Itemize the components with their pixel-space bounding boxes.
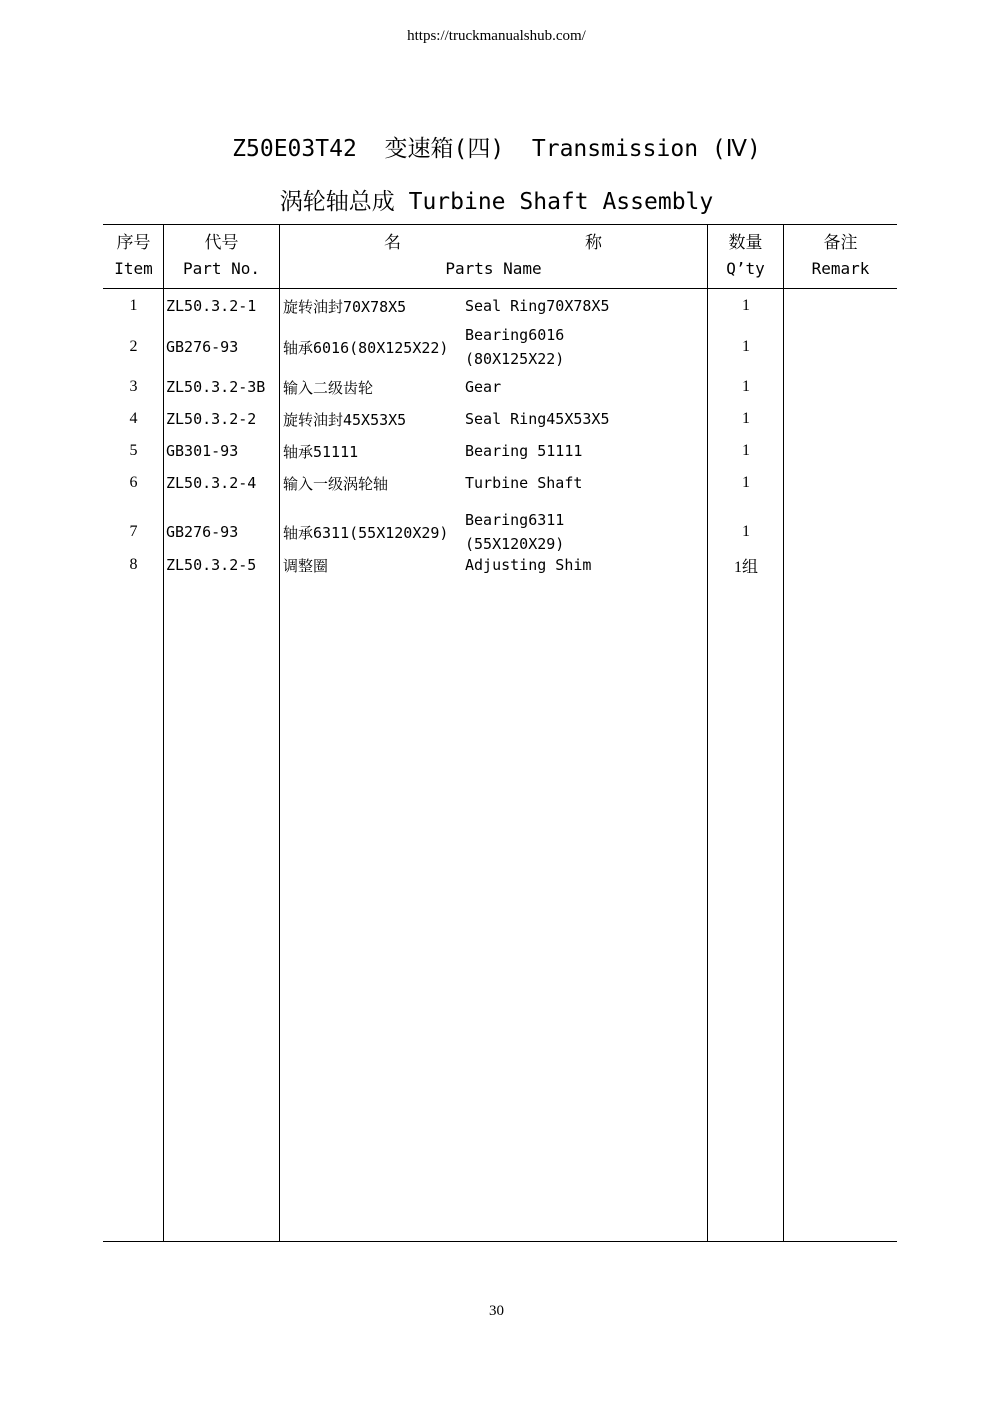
row-name-cn: 轴承6016(80X125X22) bbox=[283, 338, 449, 357]
row-part-no: GB276-93 bbox=[166, 523, 239, 541]
header-name-cn-right: 称 bbox=[585, 233, 602, 253]
header-divider bbox=[103, 288, 897, 289]
row-qty: 1 bbox=[742, 523, 750, 540]
header-name-en: Parts Name bbox=[445, 259, 542, 278]
row-qty: 1 bbox=[742, 297, 750, 314]
row-name-cn: 轴承51111 bbox=[283, 442, 359, 461]
parts-table bbox=[103, 224, 897, 1242]
row-item: 7 bbox=[129, 523, 138, 540]
row-name-en: Seal Ring45X53X5 bbox=[465, 410, 610, 428]
row-name-en: Gear bbox=[465, 378, 502, 396]
row-name-cn: 输入二级齿轮 bbox=[283, 378, 374, 397]
header-item bbox=[103, 231, 164, 281]
header-url[interactable]: https://truckmanualshub.com/ bbox=[407, 28, 586, 44]
row-item: 4 bbox=[129, 410, 138, 427]
header-parts-name bbox=[280, 231, 707, 281]
header-remark-cn: 备注 bbox=[823, 233, 858, 253]
row-name-en: Bearing 51111 bbox=[465, 442, 583, 460]
header-item-en: Item bbox=[114, 259, 153, 278]
table-row bbox=[103, 372, 897, 402]
header-name-cn-left: 名 bbox=[384, 233, 401, 253]
row-name-cn: 轴承6311(55X120X29) bbox=[283, 523, 449, 542]
row-name-cn: 调整圈 bbox=[283, 556, 329, 575]
row-qty: 1 bbox=[742, 338, 750, 355]
row-name-cn: 输入一级涡轮轴 bbox=[283, 474, 389, 493]
table-row bbox=[103, 468, 897, 498]
header-part-no-en: Part No. bbox=[182, 259, 261, 278]
row-name-en: Turbine Shaft bbox=[465, 474, 583, 492]
header-remark-en: Remark bbox=[811, 259, 870, 278]
row-qty: 1 bbox=[742, 378, 750, 395]
header-qty-cn: 数量 bbox=[728, 233, 763, 253]
table-row bbox=[103, 404, 897, 434]
row-part-no: ZL50.3.2-3B bbox=[166, 378, 266, 396]
header-qty-en: Q’ty bbox=[726, 259, 765, 278]
row-part-no: ZL50.3.2-5 bbox=[166, 556, 257, 574]
row-item: 1 bbox=[129, 297, 138, 314]
row-item: 3 bbox=[129, 378, 138, 395]
header-item-cn: 序号 bbox=[116, 233, 151, 253]
page-subtitle: 涡轮轴总成 Turbine Shaft Assembly bbox=[279, 189, 714, 215]
row-item: 5 bbox=[129, 442, 138, 459]
page-title: Z50E03T42 变速箱(四) Transmission (Ⅳ) bbox=[232, 136, 761, 162]
row-item: 2 bbox=[129, 338, 138, 355]
row-name-en: Bearing6016 (80X125X22) bbox=[465, 326, 565, 368]
table-row bbox=[103, 436, 897, 466]
table-row bbox=[103, 291, 897, 321]
row-part-no: ZL50.3.2-2 bbox=[166, 410, 257, 428]
row-name-en: Adjusting Shim bbox=[465, 556, 592, 574]
row-part-no: ZL50.3.2-4 bbox=[166, 474, 257, 492]
header-remark bbox=[784, 231, 897, 281]
row-name-en: Seal Ring70X78X5 bbox=[465, 297, 610, 315]
header-part-no-cn: 代号 bbox=[204, 233, 239, 253]
row-part-no: ZL50.3.2-1 bbox=[166, 297, 257, 315]
page-number: 30 bbox=[489, 1303, 504, 1319]
row-name-cn: 旋转油封70X78X5 bbox=[283, 297, 407, 316]
row-qty: 1组 bbox=[733, 558, 758, 576]
row-item: 8 bbox=[129, 556, 138, 573]
table-row bbox=[103, 550, 897, 580]
row-qty: 1 bbox=[742, 474, 750, 491]
header-qty bbox=[708, 231, 783, 281]
row-name-cn: 旋转油封45X53X5 bbox=[283, 410, 407, 429]
table-row bbox=[103, 323, 897, 371]
header-part-no bbox=[164, 231, 279, 281]
table-row bbox=[103, 508, 897, 556]
row-part-no: GB301-93 bbox=[166, 442, 239, 460]
row-qty: 1 bbox=[742, 442, 750, 459]
row-qty: 1 bbox=[742, 410, 750, 427]
row-part-no: GB276-93 bbox=[166, 338, 239, 356]
row-name-en: Bearing6311 (55X120X29) bbox=[465, 511, 565, 553]
row-item: 6 bbox=[129, 474, 138, 491]
